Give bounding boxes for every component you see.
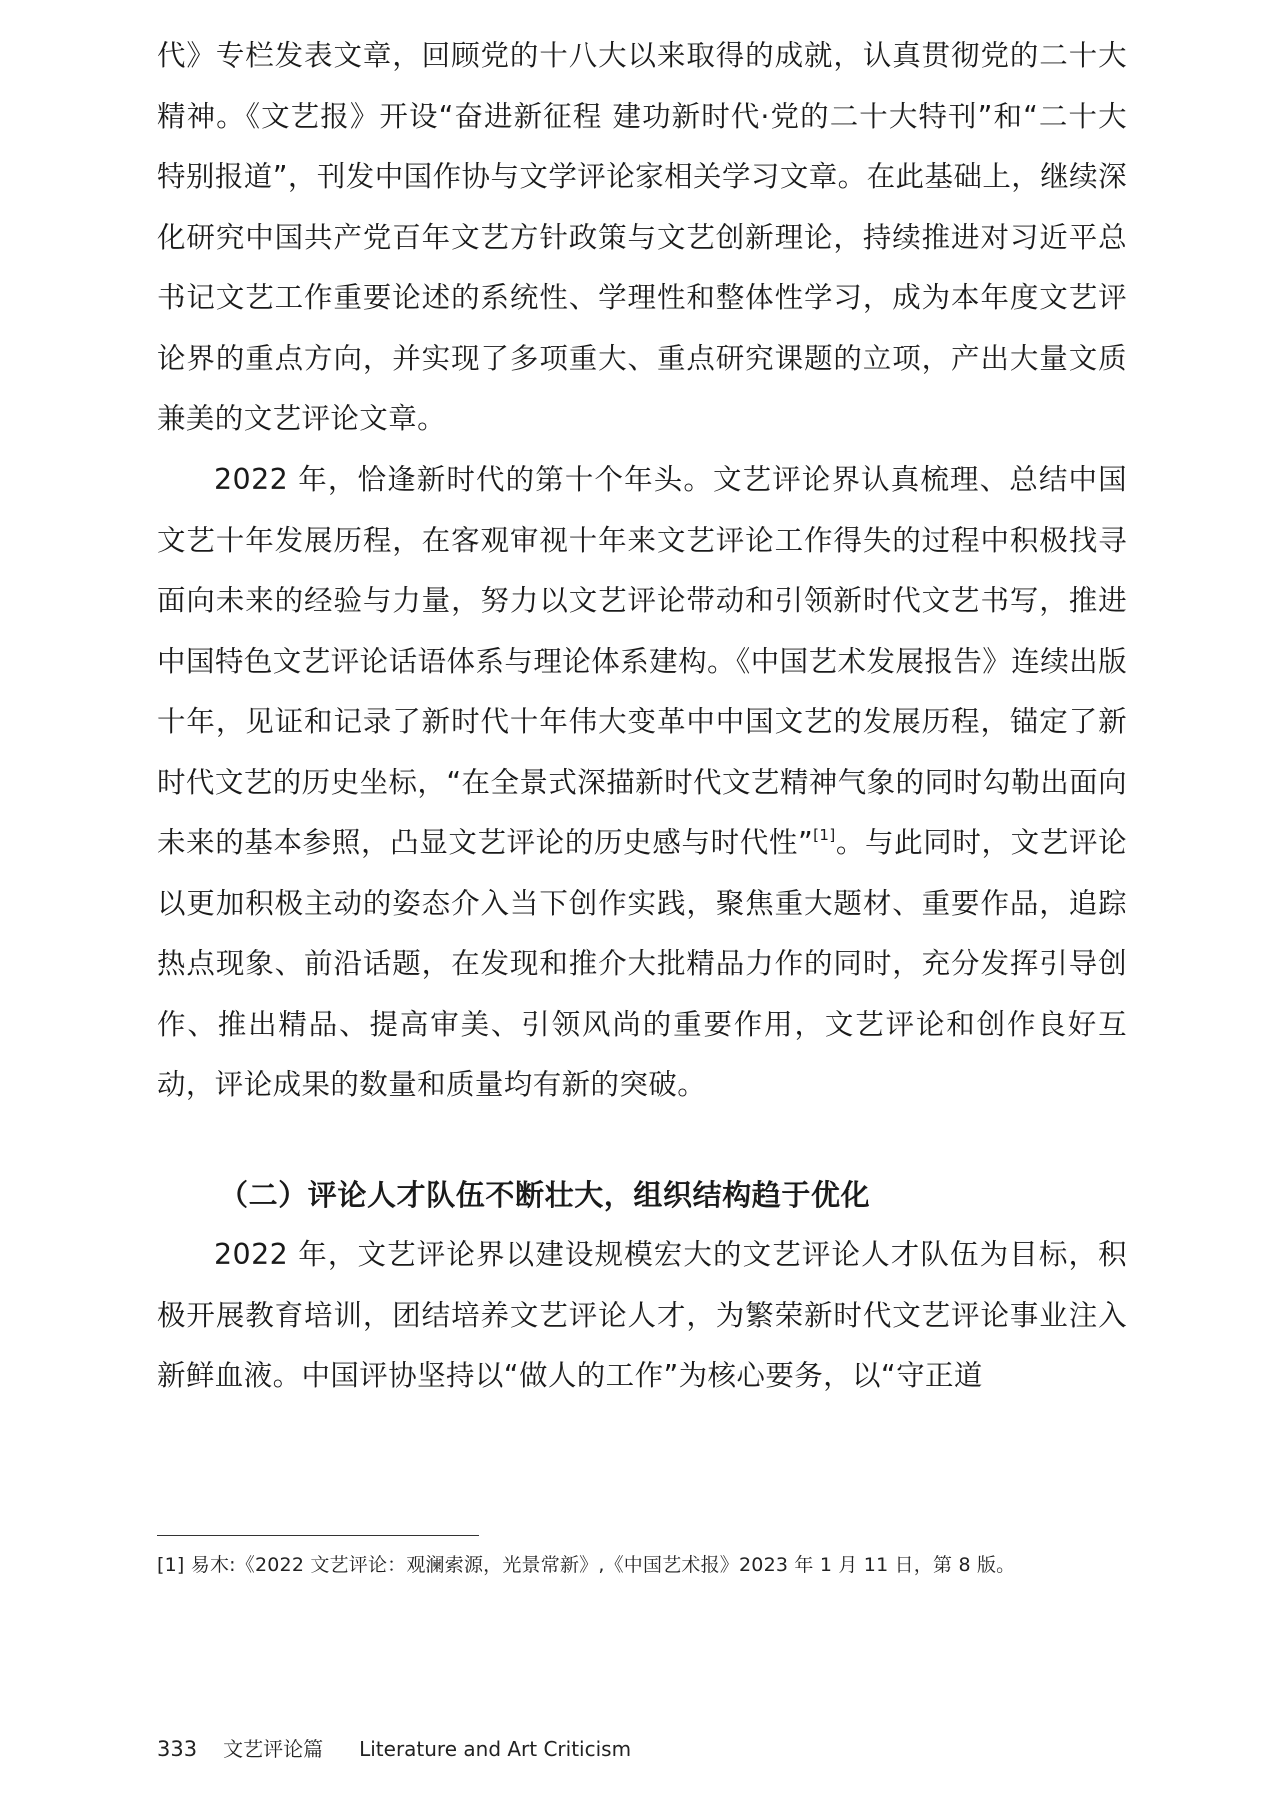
section-name-chinese: 文艺评论篇 [223, 1737, 324, 1761]
body-paragraph-3: 2022 年，文艺评论界以建设规模宏大的文艺评论人才队伍为目标，积极开展教育培训，团结培养文艺评论人才，为繁荣新时代文艺评论事业注入新鲜血液。中国评协坚持以“做人的工作”为核心要务，以“守正道 [157, 1238, 1127, 1392]
paragraph-text-after-reference: 。与此同时，文艺评论以更加积极主动的姿态介入当下创作实践，聚焦重大题材、重要作品，追踪热点现象、前沿话题，在发现和推介大批精品力作的同时，充分发挥引导创作、推出精品、提高审美、引领风尚的重要作用，文艺评论和创作良好互动，评论成果的数量和质量均有新的突破。 [157, 826, 1127, 1101]
paragraph-text-before-reference: 2022 年，恰逢新时代的第十个年头。文艺评论界认真梳理、总结中国文艺十年发展历程，在客观审视十年来文艺评论工作得失的过程中积极找寻面向未来的经验与力量，努力以文艺评论带动和引领新时代文艺书写，推进中国特色文艺评论话语体系与理论体系建构。《中国艺术发展报告》连续出版十年，见证和记录了新时代十年伟大变革中中国文艺的发展历程，锚定了新时代文艺的历史坐标，“在全景式深描新时代文艺精神气象的同时勾勒出面向未来的基本参照，凸显文艺评论的历史感与时代性” [157, 463, 1127, 859]
page-footer [157, 1734, 631, 1764]
body-paragraph-2 [157, 450, 1127, 1116]
footnote: [1] 易木:《2022 文艺评论：观澜索源，光景常新》,《中国艺术报》2023 年 1 月 11 日，第 8 版。 [157, 1554, 1016, 1576]
section-heading: （二）评论人才队伍不断壮大，组织结构趋于优化 [219, 1178, 871, 1212]
page-number: 333 [157, 1737, 198, 1761]
footnote-reference[interactable]: [1] [813, 826, 836, 844]
footnote-divider [157, 1535, 479, 1536]
body-paragraph-1: 代》专栏发表文章，回顾党的十八大以来取得的成就，认真贯彻党的二十大精神。《文艺报》开设“奋进新征程 建功新时代·党的二十大特刊”和“二十大特别报道”，刊发中国作协与文学评论家相关学习文章。在此基础上，继续深化研究中国共产党百年文艺方针政策与文艺创新理论，持续推进对习近平总书记文艺工作重要论述的系统性、学理性和整体性学习，成为本年度文艺评论界的重点方向，并实现了多项重大、重点研究课题的立项，产出大量文质兼美的文艺评论文章。 [157, 39, 1127, 435]
section-name-english: Literature and Art Criticism [359, 1737, 632, 1761]
